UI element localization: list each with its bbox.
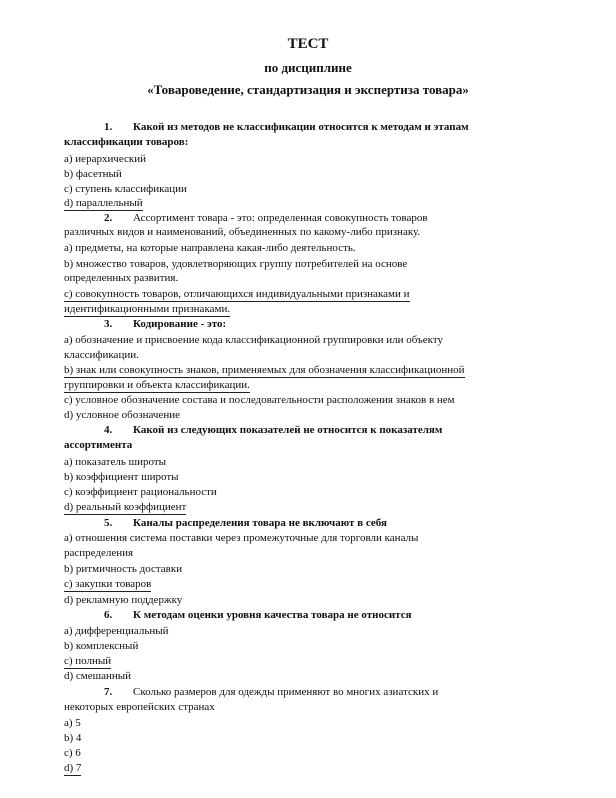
answer-option: b) коэффициент широты: [64, 471, 179, 483]
doc-title: ТЕСТ: [287, 36, 329, 52]
question-text: некоторых европейских странах: [64, 701, 215, 713]
answer-option: распределения: [64, 547, 134, 559]
answer-option: c) 6: [64, 747, 81, 759]
answer-option-correct: d) реальный коэффициент: [64, 501, 187, 513]
question-text: Кодирование - это:: [133, 318, 227, 330]
answer-option-correct: b) знак или совокупность знаков, применяемых для обозначения классификационной: [64, 364, 465, 376]
answer-option: b) фасетный: [64, 168, 122, 180]
question-number: 5.: [104, 517, 113, 529]
answer-option: a) дифференциальный: [64, 625, 169, 637]
answer-option: a) отношения система поставки через промежуточные для торговли каналы: [64, 532, 419, 544]
answer-option: b) 4: [64, 732, 82, 744]
answer-option: a) обозначение и присвоение кода классификационной группировки или объекту: [64, 334, 444, 346]
answer-option-correct: c) полный: [64, 655, 112, 667]
question-text: Каналы распределения товара не включают в себя: [133, 517, 387, 529]
answer-option: d) условное обозначение: [64, 409, 180, 421]
answer-option-correct: d) параллельный: [64, 197, 143, 209]
answer-option: a) предметы, на которые направлена какая-либо деятельность.: [64, 242, 356, 254]
answer-option: b) множество товаров, удовлетворяющих группу потребителей на основе: [64, 258, 408, 270]
question-number: 2.: [104, 212, 113, 224]
question-number: 6.: [104, 609, 113, 621]
answer-option: классификации.: [64, 349, 139, 361]
question-text: ассортимента: [64, 439, 133, 451]
answer-option: c) условное обозначение состава и последовательности расположения знаков в нем: [64, 394, 455, 406]
answer-option: b) ритмичность доставки: [64, 563, 183, 575]
answer-option: a) показатель широты: [64, 456, 167, 468]
answer-option-correct: c) совокупность товаров, отличающихся индивидуальными признаками и: [64, 288, 410, 300]
question-text: Сколько размеров для одежды применяют во многих азиатских и: [133, 686, 439, 698]
answer-option: b) комплексный: [64, 640, 139, 652]
answer-option-correct: c) закупки товаров: [64, 578, 152, 590]
question-text: различных видов и наименований, объединенных по какому-либо признаку.: [64, 226, 421, 238]
question-number: 7.: [104, 686, 113, 698]
answer-option-correct: идентификационными признаками.: [64, 303, 231, 315]
question-number: 3.: [104, 318, 113, 330]
question-text: Ассортимент товара - это: определенная совокупность товаров: [133, 212, 428, 224]
answer-option: a) 5: [64, 717, 81, 729]
question-text: Какой из методов не классификации относится к методам и этапам: [133, 121, 469, 133]
answer-option-correct: группировки и объекта классификации.: [64, 379, 250, 391]
doc-subtitle: по дисциплине: [264, 60, 352, 75]
question-text: Какой из следующих показателей не относится к показателям: [133, 424, 443, 436]
doc-discipline: «Товароведение, стандартизация и экспертиза товара»: [147, 82, 469, 97]
question-number: 1.: [104, 121, 113, 133]
answer-option: c) коэффициент рациональности: [64, 486, 217, 498]
answer-option-correct: d) 7: [64, 762, 82, 774]
question-text: классификации товаров:: [64, 136, 189, 148]
question-text: К методам оценки уровня качества товара не относится: [133, 609, 412, 621]
question-number: 4.: [104, 424, 113, 436]
answer-option: d) смешанный: [64, 670, 132, 682]
answer-option: d) рекламную поддержку: [64, 594, 183, 606]
answer-option: a) иерархический: [64, 153, 147, 165]
answer-option: определенных развития.: [64, 272, 179, 284]
answer-option: c) ступень классификации: [64, 183, 187, 195]
